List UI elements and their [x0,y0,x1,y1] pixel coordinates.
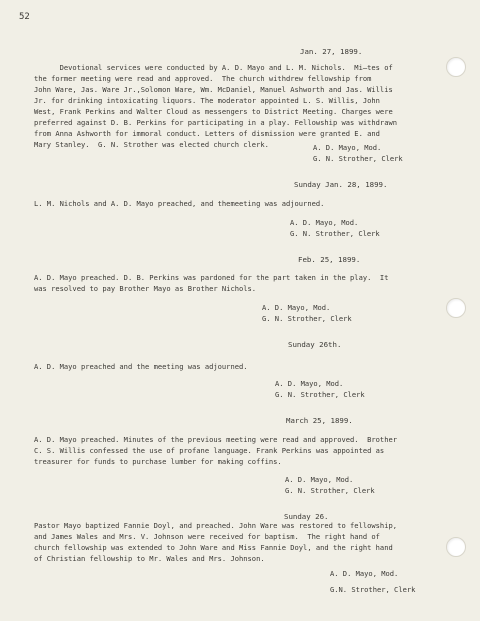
moderator-signature: A. D. Mayo, Mod. [313,143,382,152]
entry-date: Feb. 25, 1899. [298,255,361,264]
entry-paragraph: L. M. Nichols and A. D. Mayo preached, and themeeting was adjourned. [34,199,325,208]
clerk-signature: G.N. Strother, Clerk [330,585,416,594]
entry-date: Jan. 27, 1899. [300,47,363,56]
clerk-signature: G. N. Strother, Clerk [313,154,403,163]
punch-hole [446,57,466,77]
punch-hole [446,298,466,318]
moderator-signature: A. D. Mayo, Mod. [262,303,331,312]
entry-date: Sunday 26th. [288,340,342,349]
clerk-signature: G. N. Strother, Clerk [275,390,365,399]
clerk-signature: G. N. Strother, Clerk [285,486,375,495]
page-number: 52 [19,12,30,22]
entry-paragraph: A. D. Mayo preached and the meeting was adjourned. [34,362,248,371]
entry-paragraph: A. D. Mayo preached. Minutes of the previous meeting were read and approved. Brother C. S. Willis confessed the use of profane language. Frank Perkins was appointed as treasurer for funds to purchase lumber for making coffins. [34,435,398,466]
entry-date: Sunday Jan. 28, 1899. [294,180,388,189]
punch-hole [446,537,466,557]
entry-paragraph: Devotional services were conducted by A. D. Mayo and L. M. Nichols. Mi̶tes of the former meeting were read and approved. The church withdrew fellowship from John Ware, Jas. Ware Jr.,Solomon Ware, Wm. McDaniel, Manuel Ashworth and Jas. Willis Jr. for drinking intoxicating liquors. The moderator appointed L. S. Willis, John West, Frank Perkins and Walter Cloud as messengers to District Meeting. Charges were preferred against D. B. Perkins for participating in a play. Fellowship was withdrawn from Anna Ashworth for immoral conduct. Letters of dismission were granted E. and Mary Stanley. G. N. Strother was elected church clerk. [34,63,398,149]
entry-date: Sunday 26. [284,512,329,521]
moderator-signature: A. D. Mayo, Mod. [290,218,359,227]
entry-paragraph: Pastor Mayo baptized Fannie Doyl, and preached. John Ware was restored to fellowship, and James Wales and Mrs. V. Johnson were received for baptism. The right hand of church fellowship was extended to John Ware and Miss Fannie Doyl, and the right hand of Christian fellowship to Mr. Wales and Mrs. Johnson. [34,521,398,563]
clerk-signature: G. N. Strother, Clerk [262,314,352,323]
clerk-signature: G. N. Strother, Clerk [290,229,380,238]
moderator-signature: A. D. Mayo, Mod. [275,379,344,388]
moderator-signature: A. D. Mayo, Mod. [330,569,399,578]
entry-paragraph: A. D. Mayo preached. D. B. Perkins was pardoned for the part taken in the play. It was resolved to pay Brother Mayo as Brother Nichols. [34,273,389,293]
moderator-signature: A. D. Mayo, Mod. [285,475,354,484]
entry-date: March 25, 1899. [286,416,353,425]
